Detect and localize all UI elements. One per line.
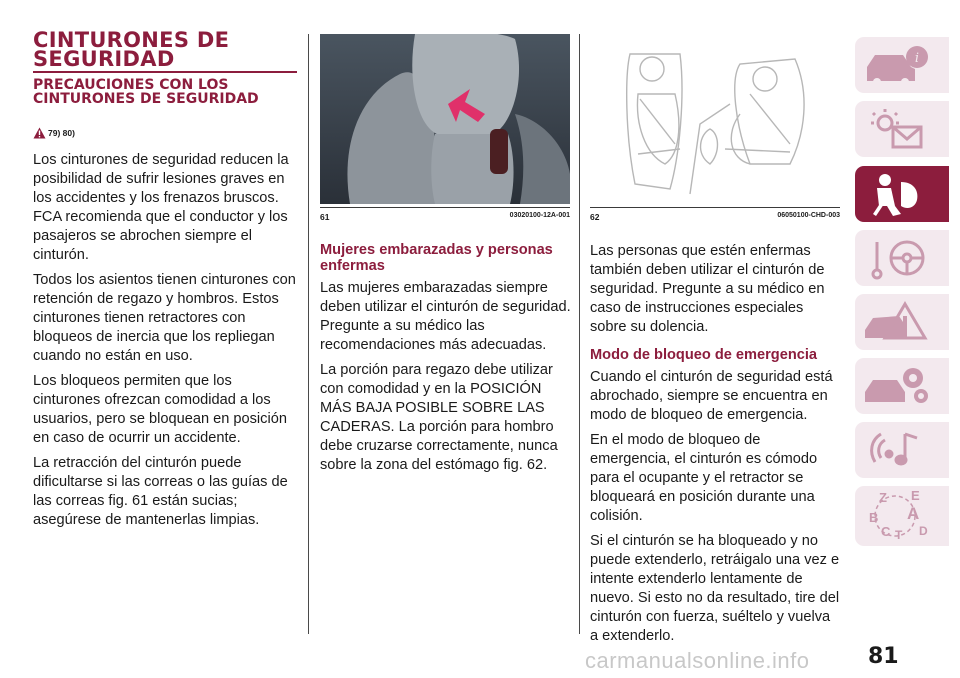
index-letter: B: [869, 510, 879, 525]
col1-paragraph: Los bloqueos permiten que los cinturones ofrezcan comodidad a los usuarios, pero se bloquean en posición en caso de ocurrir un accidente.: [33, 373, 287, 446]
page-number: 81: [868, 644, 899, 669]
tab-car-info[interactable]: [855, 37, 949, 93]
warning-refs: 79) 80): [48, 128, 75, 138]
multimedia-icon: [855, 422, 949, 478]
figure-62-image: [590, 34, 840, 204]
figure-61-rule: [320, 207, 570, 208]
col2-paragraph: Las mujeres embarazadas siempre deben utilizar el cinturón de seguridad. Pregunte a su médico las recomendaciones más adecuadas.: [320, 280, 571, 353]
tab-safety[interactable]: [855, 166, 949, 222]
steering-key-icon: [855, 230, 949, 286]
emergency-crash-icon: [855, 294, 949, 350]
col1-body: [33, 151, 297, 536]
index-letter: E: [911, 488, 920, 503]
figure-61-code: 03020100-12A-001: [509, 212, 570, 219]
tab-emergency[interactable]: [855, 294, 949, 350]
svg-text:i: i: [914, 51, 920, 66]
figure-62-caption: [590, 212, 840, 222]
warning-lights-icon: [855, 101, 949, 157]
column-divider: [308, 34, 309, 634]
figure-61-number: 61: [320, 212, 330, 222]
maintenance-gears-icon: [855, 358, 949, 414]
index-letter: C: [881, 524, 891, 539]
figure-62-rule: [590, 207, 840, 208]
title-rule: [33, 71, 297, 73]
col3-body: [590, 242, 842, 652]
col1-paragraph: Los cinturones de seguridad reducen la posibilidad de sufrir lesiones graves en los accidentes y los frenazos bruscos. FCA recomienda que el conductor y los pasajeros se abrochen siempre el cinturón.: [33, 152, 289, 263]
index-letter: A: [907, 504, 920, 523]
figure-61-caption: [320, 212, 570, 222]
pregnant-seatbelt-illustration: [590, 34, 840, 204]
car-info-icon: [855, 37, 949, 93]
watermark: carmanualsonline.info: [585, 648, 810, 673]
index-letter: D: [919, 524, 928, 538]
column-divider: [579, 34, 580, 634]
col2-paragraph: La porción para regazo debe utilizar con comodidad y en la POSICIÓN MÁS BAJA POSIBLE SOBRE LAS CADERAS. La porción para hombro debe cruzarse correctamente, nunca sobre la zona del estómago fig. 62.: [320, 362, 558, 473]
col1-paragraph: Todos los asientos tienen cinturones con retención de regazo y hombros. Estos cinturones tienen retractores con bloqueos de inercia que los repliegan cuando no están en uso.: [33, 272, 296, 364]
col3-paragraph: En el modo de bloqueo de emergencia, el cinturón es cómodo para el ocupante y el retractor se bloqueará en posición durante una colisión.: [590, 432, 818, 524]
airbag-seatbelt-icon: [855, 166, 949, 222]
col3-paragraph: Si el cinturón se ha bloqueado y no puede extenderlo, retráigalo una vez e intente extenderlo lentamente de nuevo. Si esto no da resultado, tire del cinturón con fuerza, suéltelo y vuelva a extenderlo.: [590, 533, 840, 644]
index-letter: T: [895, 528, 903, 542]
tab-multimedia[interactable]: [855, 422, 949, 478]
col2-heading: Mujeres embarazadas y personas enfermas: [320, 242, 553, 274]
col3-heading: Modo de bloqueo de emergencia: [590, 347, 818, 363]
col3-paragraph: Cuando el cinturón de seguridad está abrochado, siempre se encuentra en modo de bloqueo de emergencia.: [590, 369, 833, 423]
figure-62-code: 06050100-CHD-003: [777, 212, 840, 219]
col1-paragraph: La retracción del cinturón puede dificultarse si las correas o las guías de las correas fig. 61 están sucias; asegúrese de mantenerlas limpias.: [33, 455, 288, 528]
figure-62-number: 62: [590, 212, 600, 222]
tab-index[interactable]: [855, 486, 949, 546]
seat-headrest-illustration: [320, 34, 570, 204]
tab-starting-driving[interactable]: [855, 230, 949, 286]
col2-body: [320, 242, 572, 481]
tab-warning-lights[interactable]: [855, 101, 949, 157]
figure-61-image: [320, 34, 570, 204]
index-letter: Z: [879, 490, 887, 505]
subsection-title: PRECAUCIONES CON LOS CINTURONES DE SEGURIDAD: [33, 77, 259, 107]
warning-triangle-icon: [33, 127, 46, 139]
col3-intro: Las personas que estén enfermas también deben utilizar el cinturón de seguridad. Pregunte a su médico en caso de instrucciones especiales sobre su dolencia.: [590, 243, 825, 335]
tab-maintenance[interactable]: [855, 358, 949, 414]
section-title: CINTURONES DE SEGURIDAD: [33, 28, 230, 71]
